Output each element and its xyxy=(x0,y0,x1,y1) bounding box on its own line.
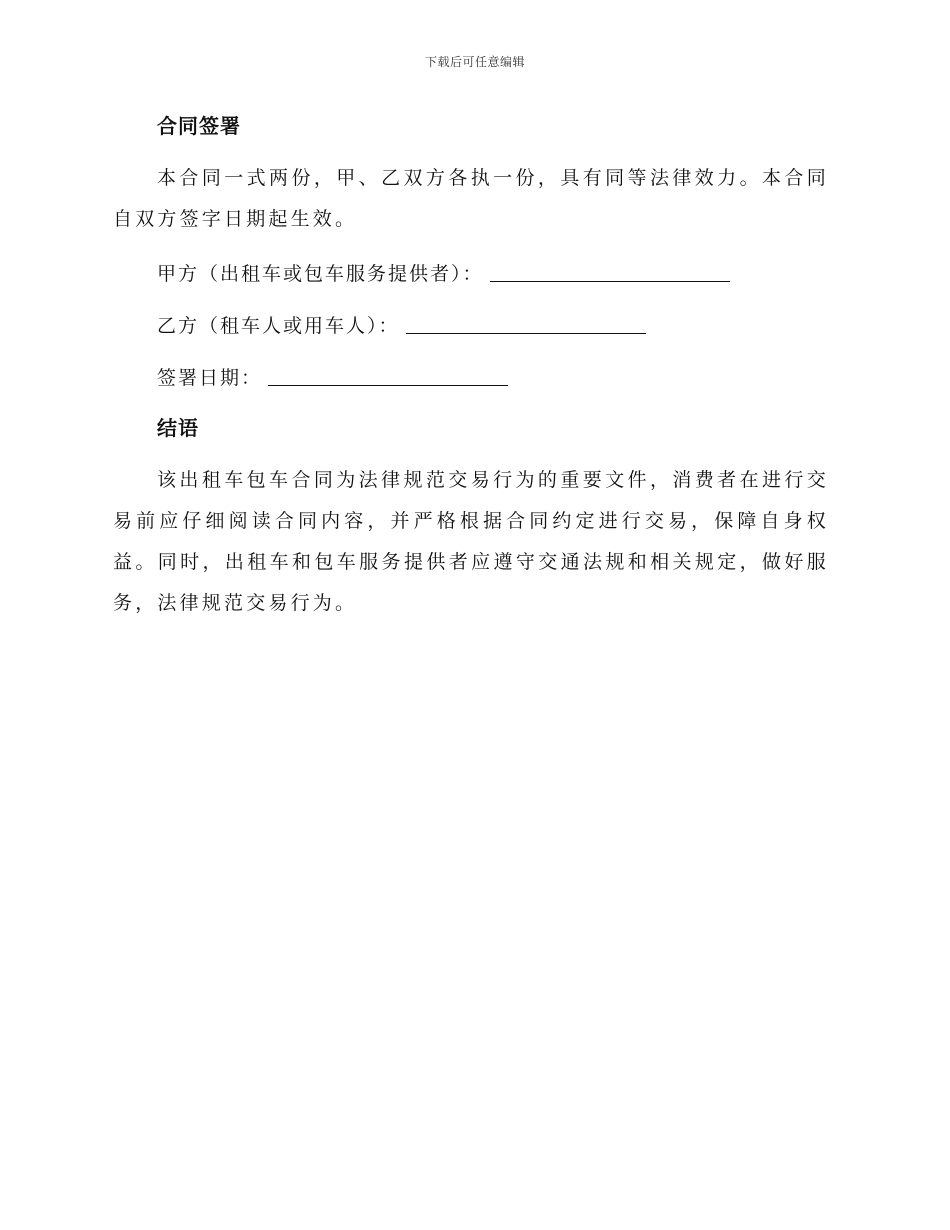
signing-date-line xyxy=(268,367,508,386)
party-a-signature-row xyxy=(113,248,829,300)
party-b-signature-row xyxy=(113,300,829,352)
section-title-conclusion: 结语 xyxy=(157,416,199,440)
party-a-label: 甲方（出租车或包车服务提供者）： xyxy=(157,263,484,285)
signing-paragraph: 本合同一式两份，甲、乙双方各执一份，具有同等法律效力。本合同自双方签字日期起生效。 xyxy=(113,167,829,230)
section-title-signing: 合同签署 xyxy=(157,114,241,138)
page-header: 下载后可任意编辑 xyxy=(424,55,525,69)
document-body xyxy=(113,112,829,624)
party-b-label: 乙方（租车人或用车人）： xyxy=(157,315,400,337)
signing-date-label: 签署日期： xyxy=(157,367,263,389)
conclusion-paragraph: 该出租车包车合同为法律规范交易行为的重要文件，消费者在进行交易前应仔细阅读合同内容，并严格根据合同约定进行交易，保障自身权益。同时，出租车和包车服务提供者应遵守交通法规和相关规定，做好服务，法律规范交易行为。 xyxy=(113,469,829,614)
signing-date-row xyxy=(113,352,829,404)
party-b-signature-line xyxy=(406,315,646,334)
party-a-signature-line xyxy=(490,263,730,282)
